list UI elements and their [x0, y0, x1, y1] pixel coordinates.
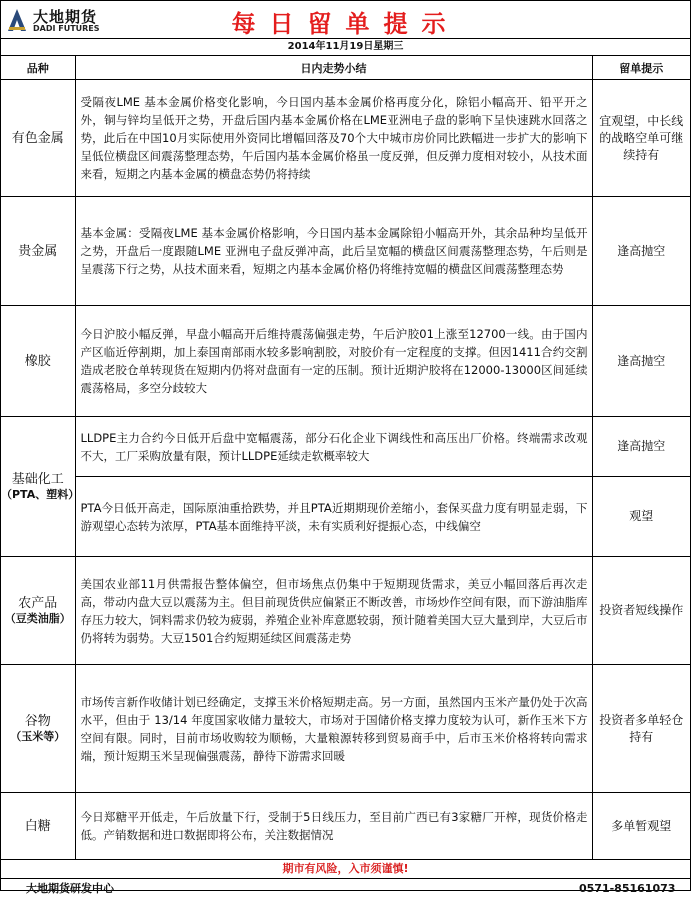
row-advice: 逢高抛空: [592, 306, 690, 417]
row-category-cell: [1, 793, 75, 860]
column-header-trend: 日内走势小结: [75, 56, 592, 80]
row-category-cell: [1, 306, 75, 417]
risk-warning: 期市有风险，入市须谨慎!: [1, 860, 690, 879]
row-category: 有色金属: [11, 130, 64, 146]
table-row: [1, 793, 690, 860]
row-advice: 投资者多单轻仓持有: [592, 665, 690, 793]
table-row: [1, 306, 690, 417]
row-category: 基础化工: [11, 472, 64, 487]
row-advice: 观望: [592, 477, 690, 557]
row-trend: 今日沪胶小幅反弹，早盘小幅高开后维持震荡偏强走势，午后沪胶01上涨至12700一线。由于国内产区临近停割期，加上泰国南部雨水较多影响割胶，对胶价有一定程度的支撑。但因1411合约交割造成老胶仓单转现货在短期内仍将对盘面有一定的压制。预计近期沪胶将在12000-13000区间延续震荡格局，多空分歧较大: [75, 306, 592, 417]
summary-table: [1, 56, 690, 860]
logo-text-en: DADI FUTURES: [33, 24, 100, 33]
row-trend: 市场传言新作收储计划已经确定，支撑玉米价格短期走高。另一方面，虽然国内玉米产量仍处于次高水平，但由于 13/14 年度国家收储力量较大，市场对于国储价格支撑力度较为认可，新作玉米下方空间有限。同时，目前市场收购较为顺畅，大量粮源转移到贸易商手中，后市玉米价格将转向需求端，预计短期玉米呈现偏强震荡，静待下游需求回暖: [75, 665, 592, 793]
row-category: 橡胶: [24, 353, 51, 369]
row-category-sub: （玉米等）: [10, 730, 66, 743]
research-center-name: 大地期货研发中心: [26, 882, 114, 895]
row-advice: 逢高抛空: [592, 417, 690, 477]
row-category-cell: [1, 197, 75, 306]
row-category-cell: [1, 417, 80, 557]
row-advice: 逢高抛空: [592, 197, 690, 306]
table-row: [1, 417, 690, 477]
row-advice: 宜观望，中长线的战略空单可继续持有: [592, 80, 690, 197]
table-row: [1, 80, 690, 197]
column-header-category: 品种: [1, 56, 75, 80]
row-category-sub: （豆类油脂）: [4, 612, 71, 625]
table-row: [1, 665, 690, 793]
row-category: 谷物: [24, 714, 51, 729]
table-header-row: [1, 56, 690, 80]
table-row: [1, 197, 690, 306]
row-trend: LLDPE主力合约今日低开后盘中宽幅震荡，部分石化企业下调线性和高压出厂价格。终端需求改观不大，工厂采购放量有限，预计LLDPE延续走软概率较大: [75, 417, 592, 477]
report-date: 2014年11月19日星期三: [1, 39, 690, 56]
contact-phone: 0571-85161073: [579, 882, 676, 895]
row-category: 贵金属: [18, 243, 58, 259]
footer: [1, 879, 690, 899]
table-row: [1, 557, 690, 665]
logo-text-cn: 大地期货: [33, 8, 98, 26]
row-category: 白糖: [24, 818, 51, 834]
row-advice: 多单暂观望: [592, 793, 690, 860]
page-title: 每日留单提示: [231, 10, 460, 38]
row-trend: PTA今日低开高走，国际原油重拾跌势，并且PTA近期期现价差缩小，套保买盘力度有明显走弱，下游观望心态转为浓厚，PTA基本面维持平淡，未有实质利好提振心态，中线偏空: [75, 477, 592, 557]
row-advice: 投资者短线操作: [592, 557, 690, 665]
row-category-cell: [1, 665, 75, 793]
row-category-sub: （PTA、塑料）: [1, 488, 80, 501]
row-trend: 今日郑糖平开低走，午后放量下行，受制于5日线压力，至目前广西已有3家糖厂开榨，现货价格走低。产销数据和进口数据即将公布，关注数据情况: [75, 793, 592, 860]
row-trend: 美国农业部11月供需报告整体偏空，但市场焦点仍集中于短期现货需求，美豆小幅回落后再次走高，带动内盘大豆以震荡为主。但目前现货供应偏紧正不断改善，市场炒作空间有限，而下游油脂库存压力较大，饲料需求仍较为疲弱，养殖企业补库意愿较弱，预计随着美国大豆大量到岸，大豆后市仍将转为弱势。大豆1501合约短期延续区间震荡走势: [75, 557, 592, 665]
table-row: [1, 477, 690, 557]
row-category: 农产品: [18, 596, 58, 611]
row-category-cell: [1, 80, 75, 197]
header: [1, 1, 690, 39]
column-header-advice: 留单提示: [592, 56, 690, 80]
row-category-cell: [1, 557, 75, 665]
row-trend: 受隔夜LME 基本金属价格变化影响，今日国内基本金属价格再度分化，除铝小幅高开、铅平开之外，铜与锌均呈低开之势，开盘后国内基本金属价格在LME亚洲电子盘的影响下呈快速跳水回落之势，此后在中国10月实际使用外资同比增幅回落及70个大中城市房价同比跌幅进一步扩大的影响下呈低位横盘区间震荡整理态势，午后国内基本金属价格虽一度反弹，但反弹力度相对较小，从技术面来看，短期之内基本金属的横盘态势仍将持续: [75, 80, 592, 197]
row-trend: 基本金属：受隔夜LME 基本金属价格影响，今日国内基本金属除铅小幅高开外，其余品种均呈低开之势，开盘后一度跟随LME 亚洲电子盘反弹冲高，此后呈宽幅的横盘区间震荡整理态势，午后则是呈震荡下行之势，从技术面来看，短期之内基本金属价格仍将维持宽幅的横盘区间震荡整理态势: [75, 197, 592, 306]
